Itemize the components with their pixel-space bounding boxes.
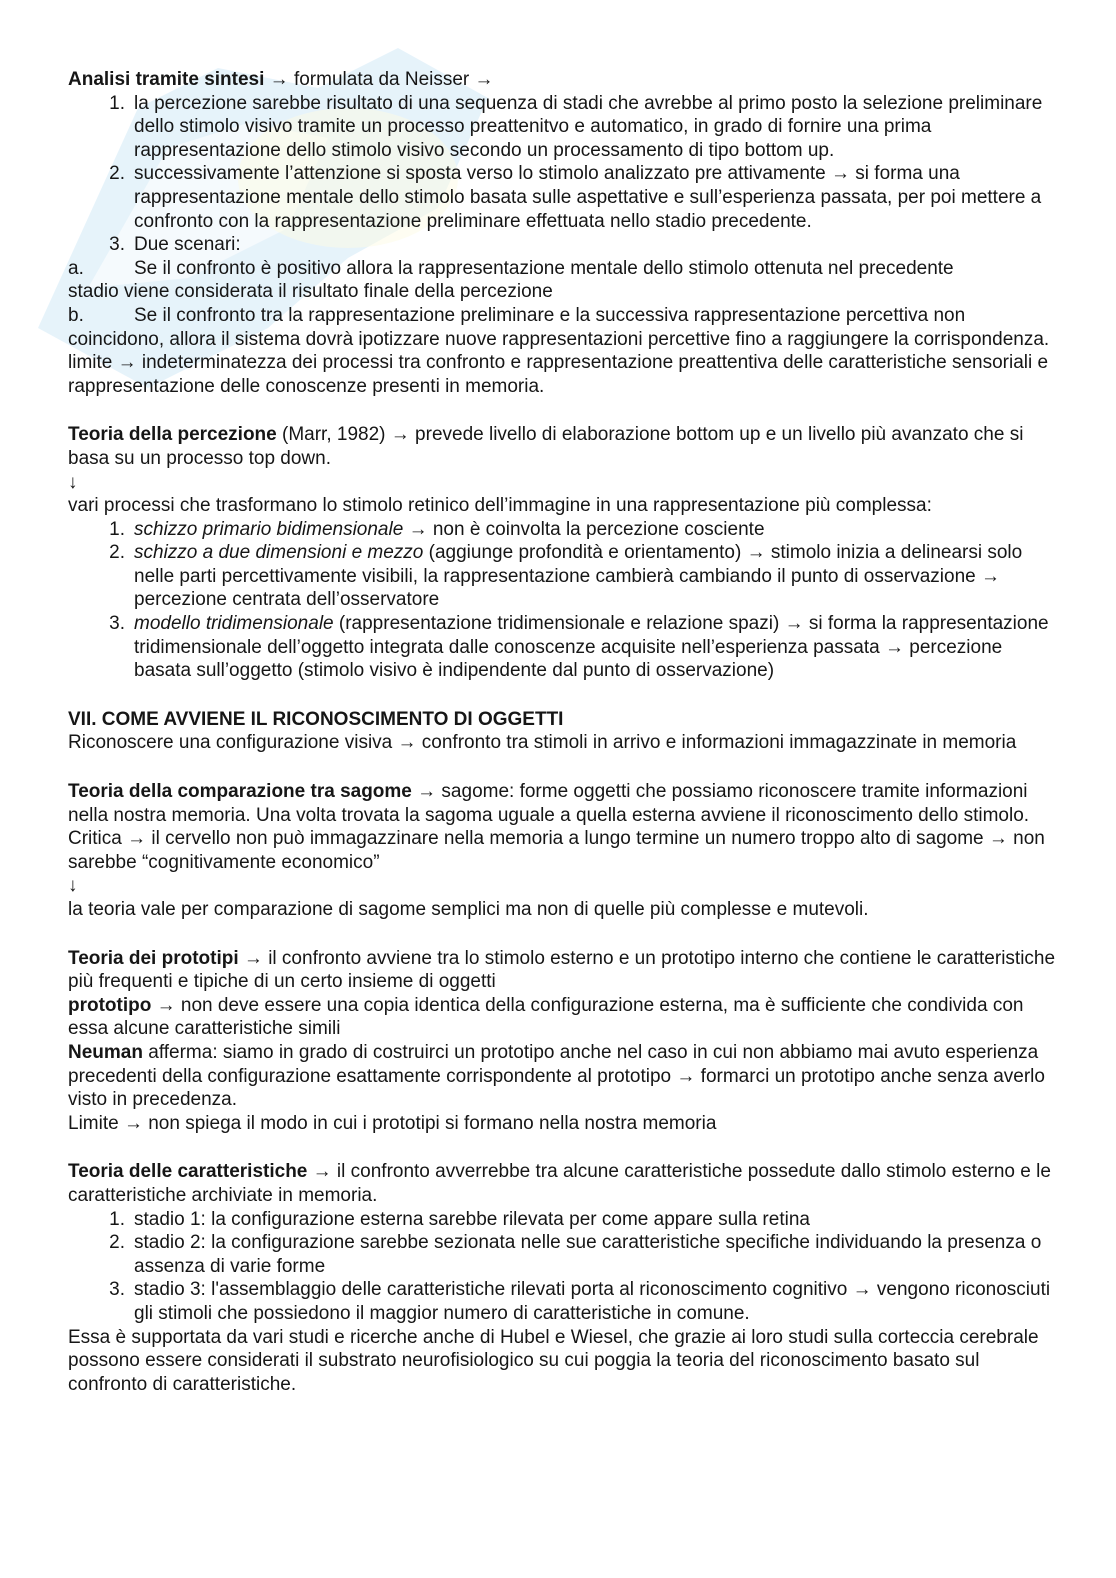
caratteristiche-closing: Essa è supportata da vari studi e ricerche anche di Hubel e Wiesel, che grazie ai loro studi sulla corteccia cerebrale possono essere considerati il substrato neurofisiologico su cui poggia la teoria del riconoscimento basato sul confronto di caratteristiche. [68,1326,1039,1395]
chapter-heading: VII. COME AVVIENE IL RICONOSCIMENTO DI OGGETTI [68,708,564,730]
list-item: 1. stadio 1: la configurazione esterna sarebbe rilevata per come appare sulla retina [109,1208,810,1230]
sagome-title-line: Teoria della comparazione tra sagome → sagome: forme oggetti che possiamo riconoscere tramite informazioni nella nostra memoria. Una volta trovata la sagoma uguale a quella esterna avviene il riconoscimento dello stimolo. [68,781,1030,826]
scenario-b-continued: coincidono, allora il sistema dovrà ipotizzare nuove rappresentazioni percettive fino a raggiungere la corrispondenza. [68,328,1050,350]
analisi-title-line: Analisi tramite sintesi → formulata da Neisser → [68,69,494,90]
prototipi-title: Teoria dei prototipi [68,947,239,969]
percezione-title-line: Teoria della percezione (Marr, 1982) → prevede livello di elaborazione bottom up e un livello più avanzato che si basa su un processo top down. [68,424,1024,469]
neuman-paragraph: Neuman afferma: siamo in grado di costruirci un prototipo anche nel caso in cui non abbiamo mai avuto esperienza precedenti della configurazione esattamente corrispondente al prototipo → formarci un prototipo anche senza averlo visto in precedenza. [68,1041,1045,1111]
list-item: 3. Due scenari: [109,234,241,256]
analisi-list [68,92,1058,257]
scenario-b: b. Se il confronto tra la rappresentazione preliminare e la successiva rappresentazione percettiva non [68,304,966,326]
analisi-limit: limite → indeterminatezza dei processi tra confronto e rappresentazione preattentiva delle caratteristiche sensoriali e rappresentazione delle conoscenze presenti in memoria. [68,352,1049,397]
sagome-critica: Critica → il cervello non può immagazzinare nella memoria a lungo termine un numero troppo alto di sagome → non sarebbe “cognitivamente economico” [68,828,1045,873]
percezione-title: Teoria della percezione [68,424,277,446]
percezione-intro: vari processi che trasformano lo stimolo retinico dell’immagine in una rappresentazione più complessa: [68,495,932,517]
caratteristiche-list [68,1208,1058,1326]
list-item: 3. modello tridimensionale (rappresentazione tridimensionale e relazione spazi) → si forma la rappresentazione tridimensionale dell’oggetto integrata dalle conoscenze acquisite nell’esperienza passata → percezione basata sull’oggetto (stimolo visivo è indipendente dal punto di osservazione) [109,613,1049,682]
down-arrow-icon: ↓ [68,471,78,493]
analisi-title: Analisi tramite sintesi [68,69,265,90]
list-item: 3. stadio 3: l'assemblaggio delle caratteristiche rilevati porta al riconoscimento cognitivo → vengono riconosciuti gli stimoli che possiedono il maggior numero di caratteristiche in comune. [109,1279,1051,1324]
prototipo-definition: prototipo → non deve essere una copia identica della configurazione esterna, ma è sufficiente che condivida con essa alcune caratteristiche simili [68,994,1024,1040]
prototipi-limit: Limite → non spiega il modo in cui i prototipi si formano nella nostra memoria [68,1112,717,1134]
prototipi-title-line: Teoria dei prototipi → il confronto avviene tra lo stimolo esterno e un prototipo interno che contiene le caratteristiche più frequenti e tipiche di un certo insieme di oggetti [68,947,1056,993]
percezione-list [68,518,1058,683]
sagome-title: Teoria della comparazione tra sagome [68,781,412,803]
document-page [68,68,1058,1396]
sagome-conclusion: la teoria vale per comparazione di sagome semplici ma non di quelle più complesse e mutevoli. [68,899,869,920]
list-item: 1. la percezione sarebbe risultato di una sequenza di stadi che avrebbe al primo posto la selezione preliminare dello stimolo visivo tramite un processo preattenitvo e automatico, in grado di fornire una prima rappresentazione dello stimolo visivo secondo un processamento di tipo bottom up. [109,92,1043,161]
list-item: 2. stadio 2: la configurazione sarebbe sezionata nelle sue caratteristiche specifiche individuando la presenza o assenza di varie forme [109,1232,1042,1277]
caratteristiche-title-line: Teoria delle caratteristiche → il confronto avverrebbe tra alcune caratteristiche possedute dallo stimolo esterno e le caratteristiche archiviate in memoria. [68,1161,1051,1206]
list-item: 2. schizzo a due dimensioni e mezzo (aggiunge profondità e orientamento) → stimolo inizia a delinearsi solo nelle parti percettivamente visibili, la rappresentazione cambierà cambiando il punto di osservazione → percezione centrata dell’osservatore [109,542,1023,611]
down-arrow-icon: ↓ [68,875,78,897]
scenario-a-continued: stadio viene considerata il risultato finale della percezione [68,281,553,303]
caratteristiche-title: Teoria delle caratteristiche [68,1161,308,1183]
scenario-a: a. Se il confronto è positivo allora la rappresentazione mentale dello stimolo ottenuta nel precedente [68,257,954,279]
chapter-intro: Riconoscere una configurazione visiva → confronto tra stimoli in arrivo e informazioni immagazzinate in memoria [68,732,1017,754]
list-item: 1. schizzo primario bidimensionale → non è coinvolta la percezione cosciente [109,518,765,540]
list-item: 2. successivamente l’attenzione si sposta verso lo stimolo analizzato pre attivamente → si forma una rappresentazione mentale dello stimolo basata sulle aspettative e sull’esperienza passata, per poi mettere a confronto con la rappresentazione preliminare effettuata nello stadio precedente. [109,163,1042,232]
